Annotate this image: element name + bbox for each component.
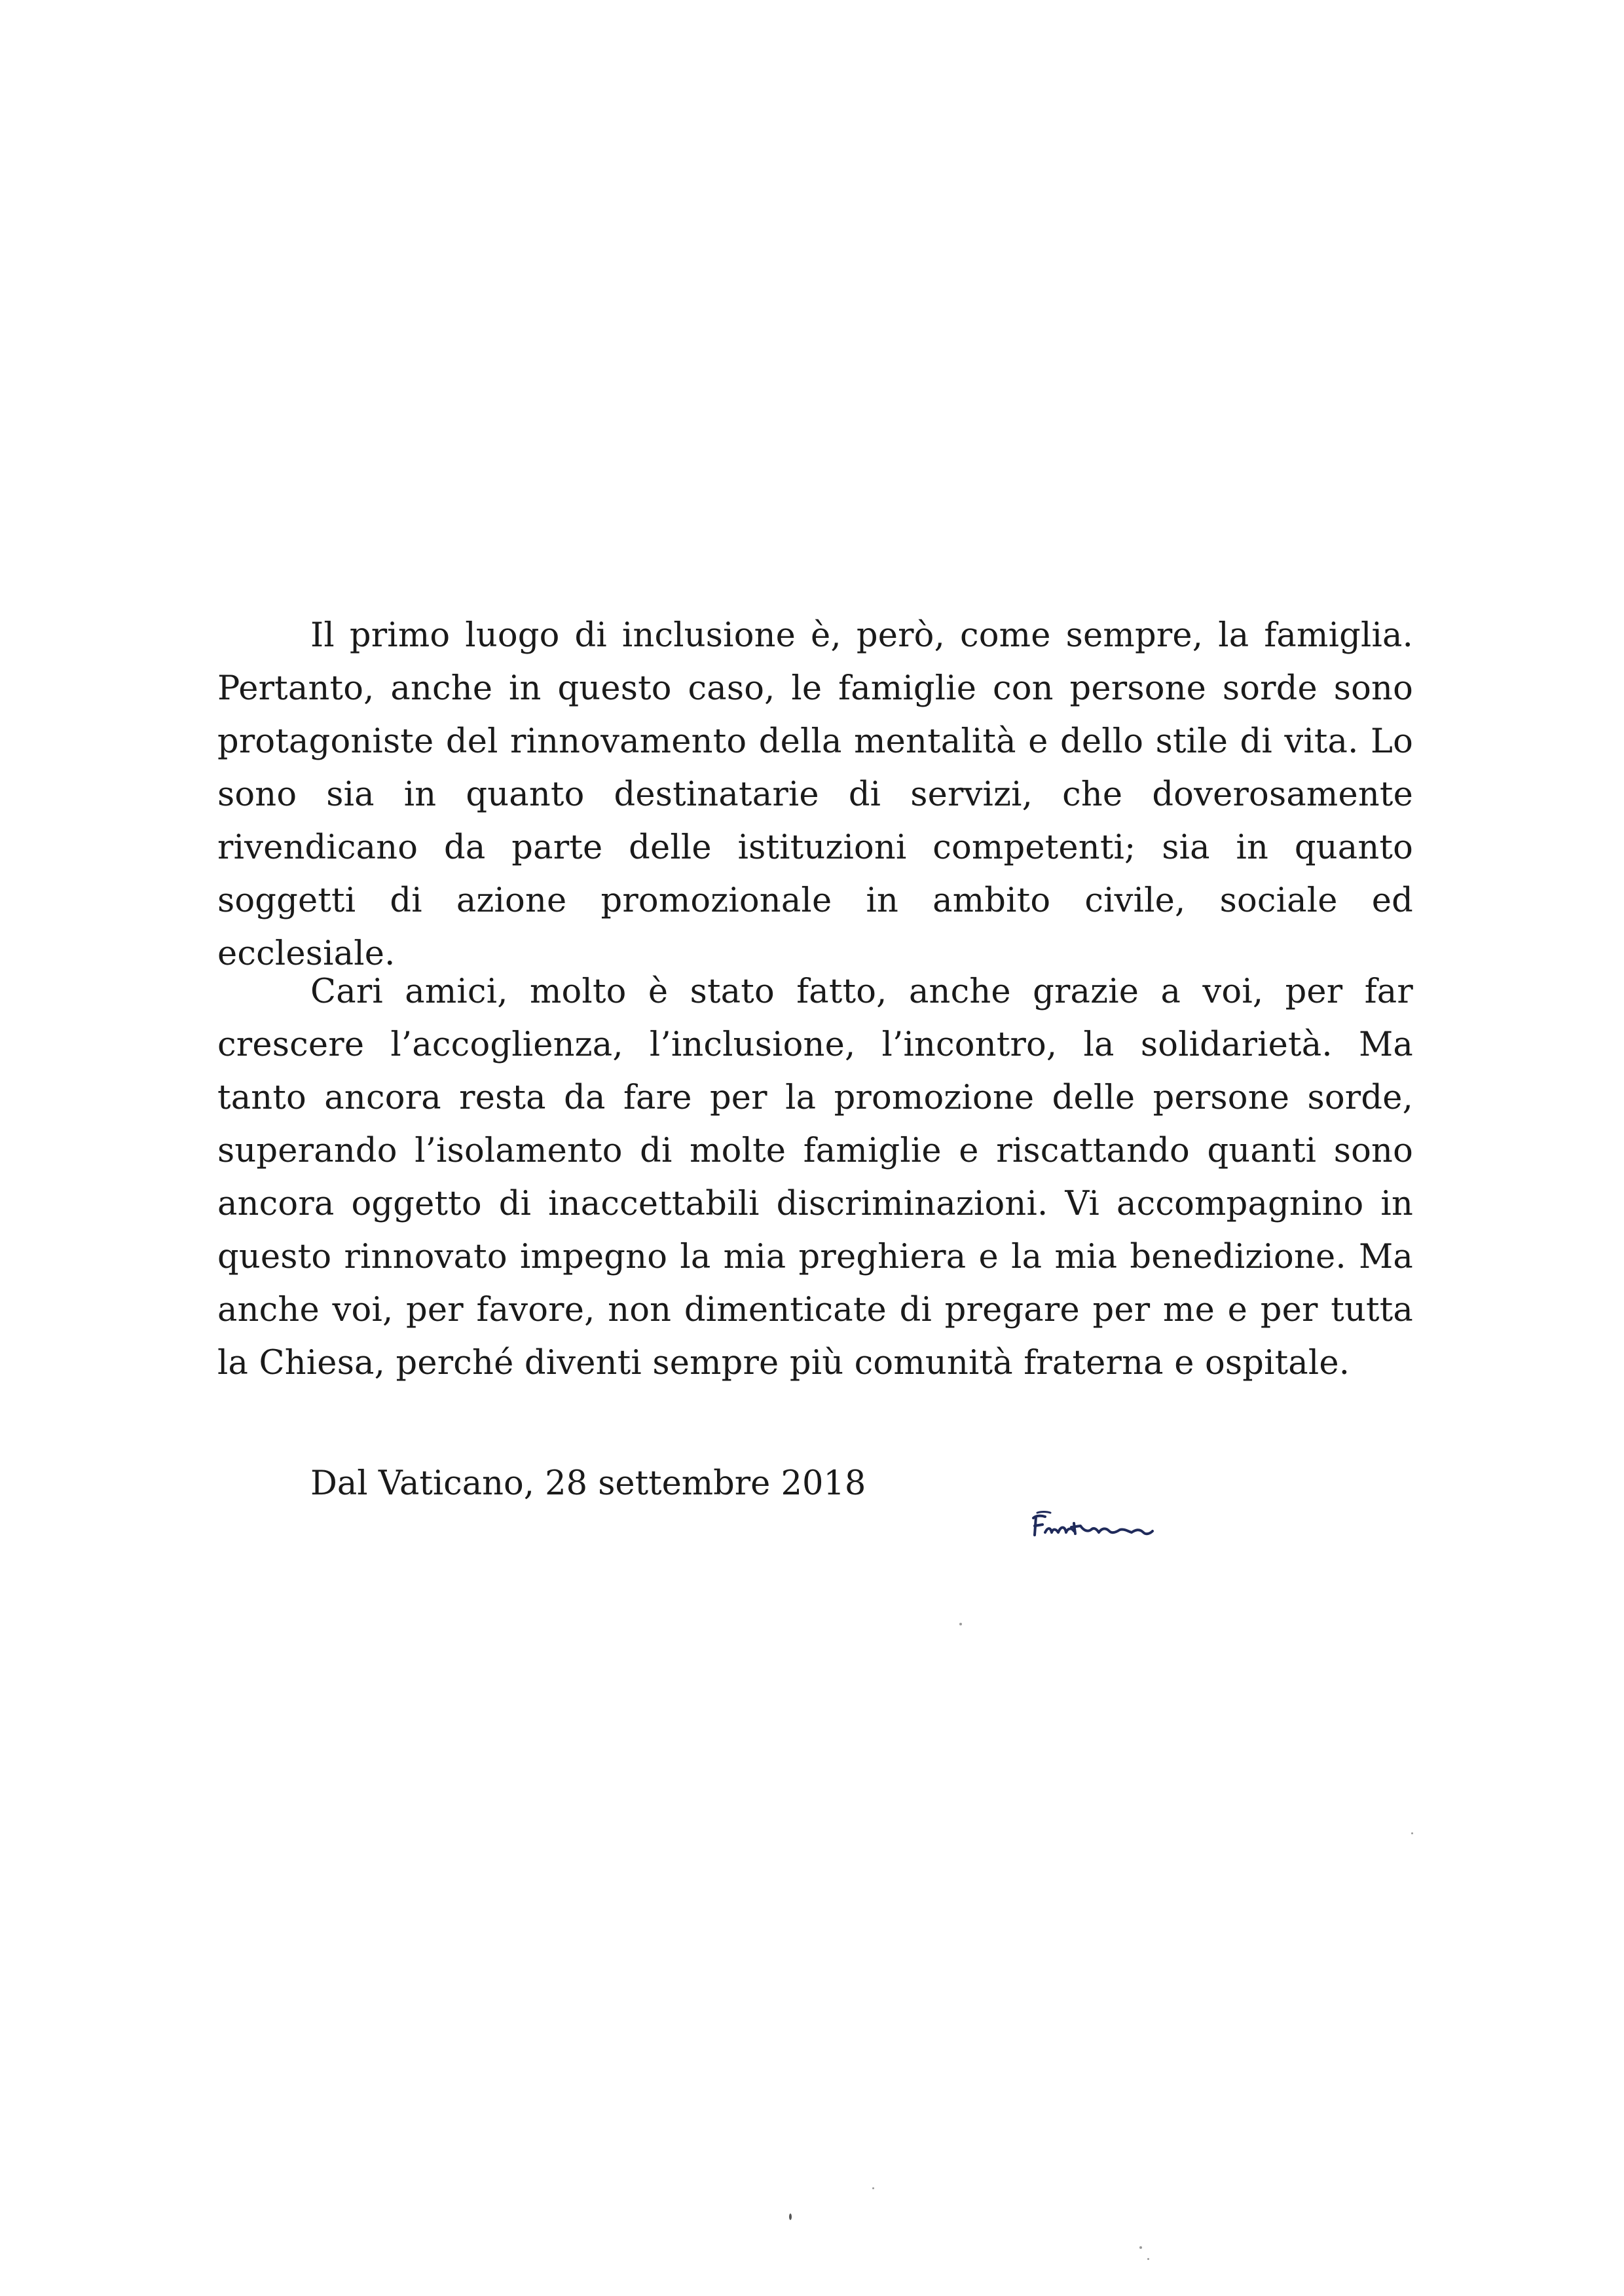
scan-speck [789, 2213, 792, 2220]
scan-speck [872, 2187, 874, 2189]
scan-speck [959, 1623, 962, 1625]
scan-speck [1411, 1832, 1413, 1834]
letter-paragraph-1 [217, 609, 1413, 980]
paragraph-text: Il primo luogo di inclusione è, però, come sempre, la famiglia. Pertanto, anche in questo caso, le famiglie con persone sorde sono protagoniste del rinnovamento della mentalità e dello stile di vita. Lo sono sia in quanto destinatarie di servizi, che doverosamente rivendicano da parte delle istituzioni competenti; sia in quanto soggetti di azione promozionale in ambito civile, sociale ed ecclesiale. [217, 616, 1413, 973]
scan-speck [1139, 2246, 1142, 2249]
signature-graphic [1028, 1506, 1159, 1546]
letter-paragraph-2 [217, 965, 1413, 1390]
dateline: Dal Vaticano, 28 settembre 2018 [310, 1464, 866, 1503]
handwritten-signature [1028, 1506, 1159, 1546]
paragraph-text: Cari amici, molto è stato fatto, anche grazie a voi, per far crescere l’accoglienza, l’inclusione, l’incontro, la solidarietà. Ma tanto ancora resta da fare per la promozione delle persone sorde, superando l’isolamento di molte famiglie e riscattando quanti sono ancora oggetto di inaccettabili discriminazioni. Vi accompagnino in questo rinnovato impegno la mia preghiera e la mia benedizione. Ma anche voi, per favore, non dimenticate di pregare per me e per tutta la Chiesa, perché diventi sempre più comunità fraterna e ospitale. [217, 972, 1413, 1382]
scan-speck [1147, 2258, 1149, 2260]
